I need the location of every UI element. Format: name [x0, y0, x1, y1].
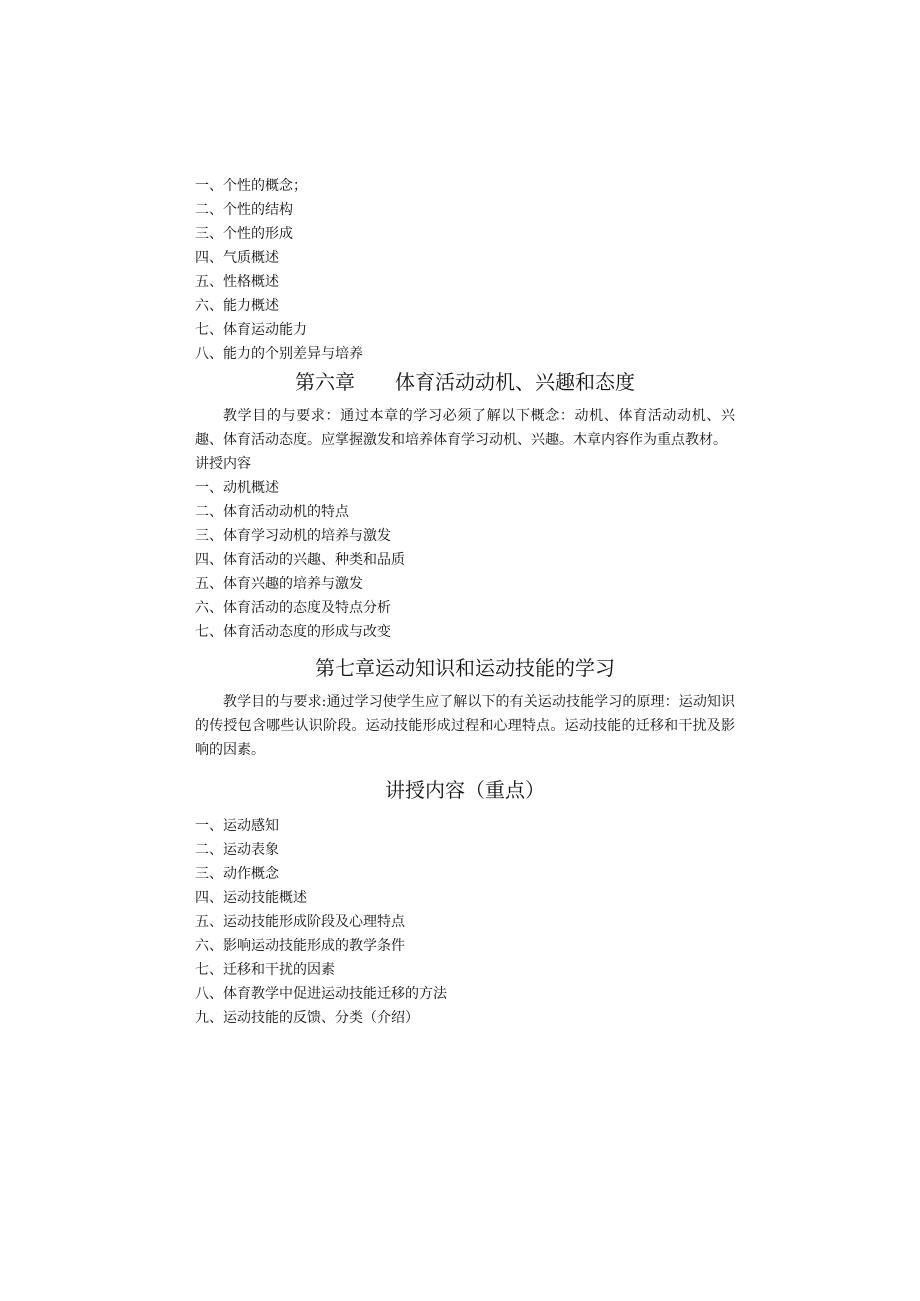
document-page — [195, 174, 735, 1030]
list-item: 五、运动技能形成阶段及心理特点 — [195, 914, 405, 930]
chapter6-title — [195, 368, 735, 396]
list-item: 二、体育活动动机的特点 — [195, 504, 349, 520]
chapter6-goal: 教学目的与要求：通过本章的学习必须了解以下概念：动机、体育活动动机、兴趣、体育活动态度。应掌握激发和培养体育学习动机、兴趣。木章内容作为重点教材。 — [195, 408, 735, 448]
list-item: 一、动机概述 — [195, 480, 279, 496]
list-item: 八、体育教学中促进运动技能迁移的方法 — [195, 986, 447, 1002]
list-item: 九、运动技能的反馈、分类（介绍） — [195, 1010, 419, 1026]
list-item: 三、动作概念 — [195, 866, 279, 882]
list-item: 五、体育兴趣的培养与激发 — [195, 576, 363, 592]
list-item: 七、体育活动态度的形成与改变 — [195, 624, 391, 640]
list-item: 四、体育活动的兴趣、种类和品质 — [195, 552, 405, 568]
list-item: 八、能力的个别差异与培养 — [195, 346, 363, 362]
list-item: 一、运动感知 — [195, 818, 279, 834]
chapter6-title-text: 体育活动动机、兴趣和态度 — [395, 370, 635, 394]
section-a-list — [195, 174, 735, 366]
list-item: 七、体育运动能力 — [195, 322, 307, 338]
list-item: 六、能力概述 — [195, 298, 279, 314]
chapter7-title: 第七章运动知识和运动技能的学习 — [315, 656, 615, 680]
list-item: 六、影响运动技能形成的教学条件 — [195, 938, 405, 954]
chapter6-list — [195, 476, 735, 644]
list-item: 四、气质概述 — [195, 250, 279, 266]
list-item: 六、体育活动的态度及特点分析 — [195, 600, 391, 616]
chapter6-content-label: 讲授内容 — [195, 456, 251, 472]
list-item: 五、性格概述 — [195, 274, 279, 290]
list-item: 三、体育学习动机的培养与激发 — [195, 528, 391, 544]
chapter7-list — [195, 814, 735, 1030]
list-item: 二、运动表象 — [195, 842, 279, 858]
chapter7-goal: 教学目的与要求:通过学习使学生应了解以下的有关运动技能学习的原理：运动知识的传授包含哪些认识阶段。运动技能形成过程和心理特点。运动技能的迁移和干扰及影响的因素。 — [195, 694, 735, 758]
list-item: 二、个性的结构 — [195, 202, 293, 218]
list-item: 四、运动技能概述 — [195, 890, 307, 906]
chapter7-content-heading: 讲授内容（重点） — [385, 778, 545, 802]
list-item: 三、个性的形成 — [195, 226, 293, 242]
list-item: 七、迁移和干扰的因素 — [195, 962, 335, 978]
list-item: 一、个性的概念； — [195, 178, 307, 194]
chapter6-title-number: 第六章 — [295, 370, 355, 394]
